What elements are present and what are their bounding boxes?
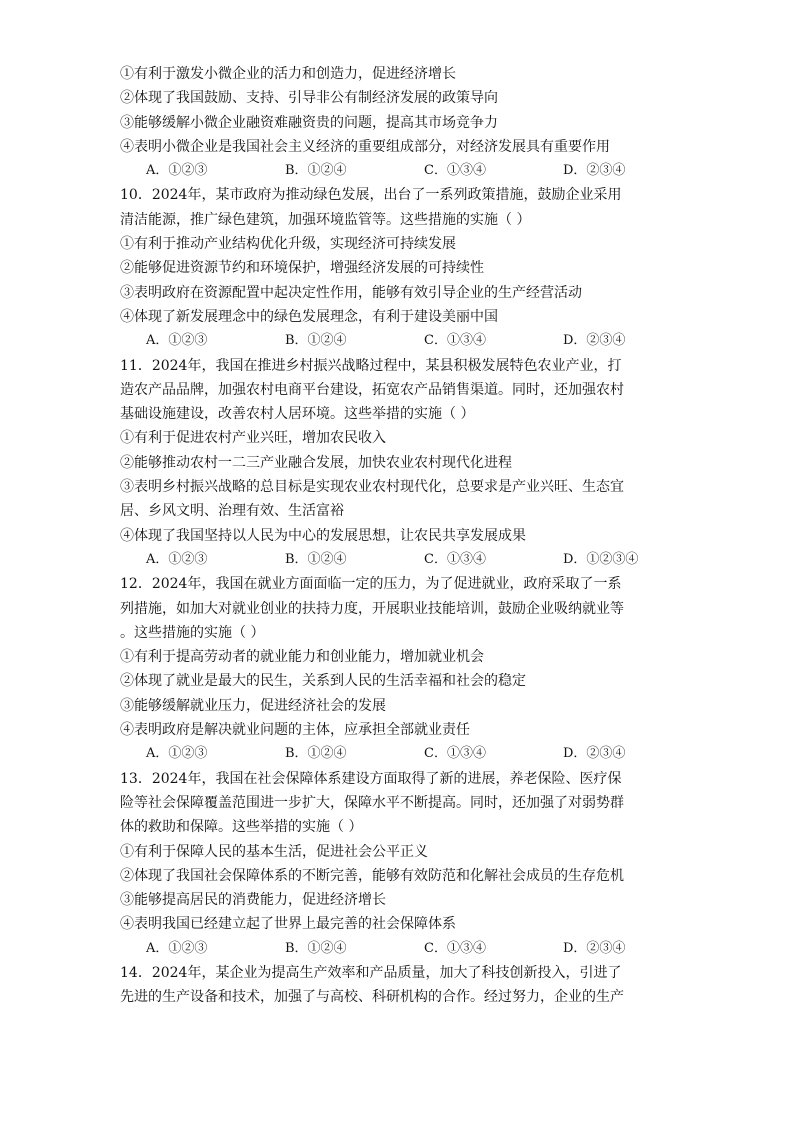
text-line: 造农产品品牌，加强农村电商平台建设，拓宽农产品销售渠道。同时，还加强农村	[120, 381, 624, 398]
text-line: 基础设施建设，改善农村人居环境。这些举措的实施（ ）	[120, 406, 475, 423]
text-line: ④表明小微企业是我国社会主义经济的重要组成部分，对经济发展具有重要作用	[120, 138, 610, 155]
answer-option: C．①③④	[424, 551, 486, 567]
text-line: ④体现了新发展理念中的绿色发展理念，有利于建设美丽中国	[120, 308, 498, 325]
text-line: ③能够提高居民的消费能力，促进经济增长	[120, 892, 386, 909]
text-line: ①有利于提高劳动者的就业能力和创业能力，增加就业机会	[120, 649, 484, 666]
text-line: ①有利于促进农村产业兴旺，增加农民收入	[120, 430, 386, 447]
text-line: ③能够缓解小微企业融资难融资贵的问题，提高其市场竞争力	[120, 114, 498, 131]
answer-options	[120, 159, 680, 183]
answer-options	[120, 742, 680, 766]
text-line: ②能够促进资源节约和环境保护，增强经济发展的可持续性	[120, 260, 484, 277]
text-line: ②能够推动农村一二三产业融合发展，加快农业农村现代化进程	[120, 454, 512, 471]
text-line: 清洁能源，推广绿色建筑，加强环境监管等。这些措施的实施（ ）	[120, 211, 531, 228]
answer-options	[120, 937, 680, 961]
text-line: ①有利于推动产业结构优化升级，实现经济可持续发展	[120, 236, 456, 253]
text-line: 。这些措施的实施（ ）	[120, 624, 265, 641]
text-line: ①有利于保障人民的基本生活，促进社会公平正义	[120, 843, 428, 860]
answer-options	[120, 329, 680, 353]
text-line: 列措施，如加大对就业创业的扶持力度，开展职业技能培训，鼓励企业吸纳就业等	[120, 600, 624, 617]
answer-option: B．①②④	[285, 746, 347, 762]
text-line: ③能够缓解就业压力，促进经济社会的发展	[120, 697, 386, 714]
text-line: ②体现了就业是最大的民生，关系到人民的生活幸福和社会的稳定	[120, 673, 526, 690]
text-line: ③表明政府在资源配置中起决定性作用，能够有效引导企业的生产经营活动	[120, 284, 582, 301]
answer-option: C．①③④	[424, 940, 486, 956]
text-line: ③表明乡村振兴战略的总目标是实现农业农村现代化，总要求是产业兴旺、生态宜	[120, 479, 624, 496]
text-line: 14．2024年，某企业为提高生产效率和产品质量，加大了科技创新投入，引进了	[120, 964, 622, 981]
text-line: ④表明政府是解决就业问题的主体，应承担全部就业责任	[120, 722, 470, 739]
text-line: 13．2024年，我国在社会保障体系建设方面取得了新的进展，养老保险、医疗保	[120, 770, 622, 787]
answer-option: A．①②③	[146, 551, 208, 567]
answer-option: B．①②④	[285, 940, 347, 956]
answer-option: B．①②④	[285, 163, 347, 179]
answer-option: D．②③④	[563, 333, 626, 349]
text-line: ②体现了我国社会保障体系的不断完善，能够有效防范和化解社会成员的生存危机	[120, 867, 624, 884]
text-line: 12．2024年，我国在就业方面面临一定的压力，为了促进就业，政府采取了一系	[120, 576, 622, 593]
answer-option: B．①②④	[285, 333, 347, 349]
text-line: ④表明我国已经建立起了世界上最完善的社会保障体系	[120, 916, 456, 933]
answer-option: C．①③④	[424, 746, 486, 762]
text-line: 先进的生产设备和技术，加强了与高校、科研机构的合作。经过努力，企业的生产	[120, 989, 624, 1006]
answer-option: B．①②④	[285, 551, 347, 567]
answer-options	[120, 548, 680, 572]
text-line: ④体现了我国坚持以人民为中心的发展思想，让农民共享发展成果	[120, 527, 526, 544]
answer-option: D．②③④	[563, 940, 626, 956]
text-line: 11．2024年，我国在推进乡村振兴战略过程中，某县积极发展特色农业产业，打	[120, 357, 622, 374]
answer-option: D．②③④	[563, 163, 626, 179]
answer-option: C．①③④	[424, 333, 486, 349]
question-text	[120, 62, 680, 1010]
text-line: 体的救助和保障。这些举措的实施（ ）	[120, 819, 363, 836]
text-line: ①有利于激发小微企业的活力和创造力，促进经济增长	[120, 66, 456, 82]
answer-option: A．①②③	[146, 163, 208, 179]
answer-option: D．①②③④	[563, 551, 639, 567]
answer-option: D．②③④	[563, 746, 626, 762]
answer-option: A．①②③	[146, 333, 208, 349]
text-line: 10．2024年，某市政府为推动绿色发展，出台了一系列政策措施，鼓励企业采用	[120, 187, 622, 204]
text-line: ②体现了我国鼓励、支持、引导非公有制经济发展的政策导向	[120, 90, 498, 107]
text-line: 居、乡风文明、治理有效、生活富裕	[120, 503, 344, 520]
answer-option: C．①③④	[424, 163, 486, 179]
answer-option: A．①②③	[146, 746, 208, 762]
answer-option: A．①②③	[146, 940, 208, 956]
text-line: 险等社会保障覆盖范围进一步扩大，保障水平不断提高。同时，还加强了对弱势群	[120, 794, 624, 811]
